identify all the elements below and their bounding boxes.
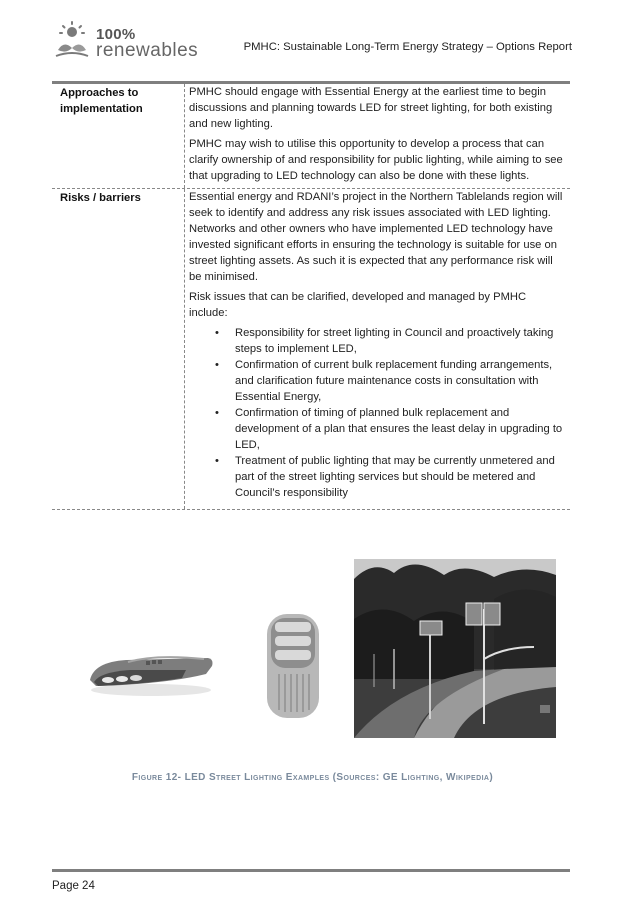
figure-caption: Figure 12- LED Street Lighting Examples (Sources: GE Lighting, Wikipedia): [131, 772, 494, 783]
list-item: • Responsibility for street lighting in Council and proactively taking steps to implement LED,: [215, 325, 566, 357]
document-title: PMHC: Sustainable Long-Term Energy Strategy – Options Report: [243, 41, 572, 53]
list-item: • Treatment of public lighting that may be currently unmetered and part of the street lighting services but should be metered and Council’s responsibility: [215, 453, 566, 501]
logo-percent: 100%: [96, 26, 136, 43]
paragraph: Essential energy and RDANI’s project in the Northern Tablelands region will seek to identify and address any risk issues associated with LED lighting. Networks and other owners who have implemented LED technology have invested significant efforts in ensuring the technology is suitable for use on street lighting assets. As such it is expected that any performance risk will be minimised.: [189, 191, 563, 283]
page-number: Page 24: [52, 880, 95, 892]
row-label: Risks / barriers: [60, 192, 141, 204]
list-item: • Confirmation of current bulk replacement funding arrangements, and clarification future maintenance costs in consultation with Essential Energy,: [215, 357, 566, 405]
logo-wordmark: renewables: [96, 40, 199, 61]
solar-street-lights-photo: [354, 559, 556, 738]
sun-leaf-logo-icon: [52, 20, 92, 60]
row-label: Approaches to implementation: [60, 87, 143, 115]
logo: [52, 18, 202, 64]
row-body: [184, 189, 570, 509]
footer-rule: [52, 869, 570, 872]
table-row: [52, 189, 570, 510]
paragraph: PMHC may wish to utilise this opportunity to develop a process that can clarify ownership of and responsibility for public lighting, while aiming to see that upgrading to LED technology can also be done with these lights.: [189, 138, 563, 182]
list-item: • Confirmation of timing of planned bulk replacement and development of a plan that ensures the least delay in upgrading to LED,: [215, 405, 566, 453]
risk-list: [215, 325, 566, 501]
paragraph: Risk issues that can be clarified, developed and managed by PMHC include:: [189, 291, 527, 319]
row-body: [184, 84, 570, 188]
led-street-lamp-side-image: [86, 650, 216, 698]
led-street-lamp-front-image: [263, 612, 323, 720]
options-table: [52, 84, 570, 510]
page-header: [52, 14, 572, 64]
paragraph: PMHC should engage with Essential Energy at the earliest time to begin discussions and planning towards LED for street lighting, for both existing and new lighting.: [189, 86, 553, 130]
table-row: [52, 84, 570, 189]
